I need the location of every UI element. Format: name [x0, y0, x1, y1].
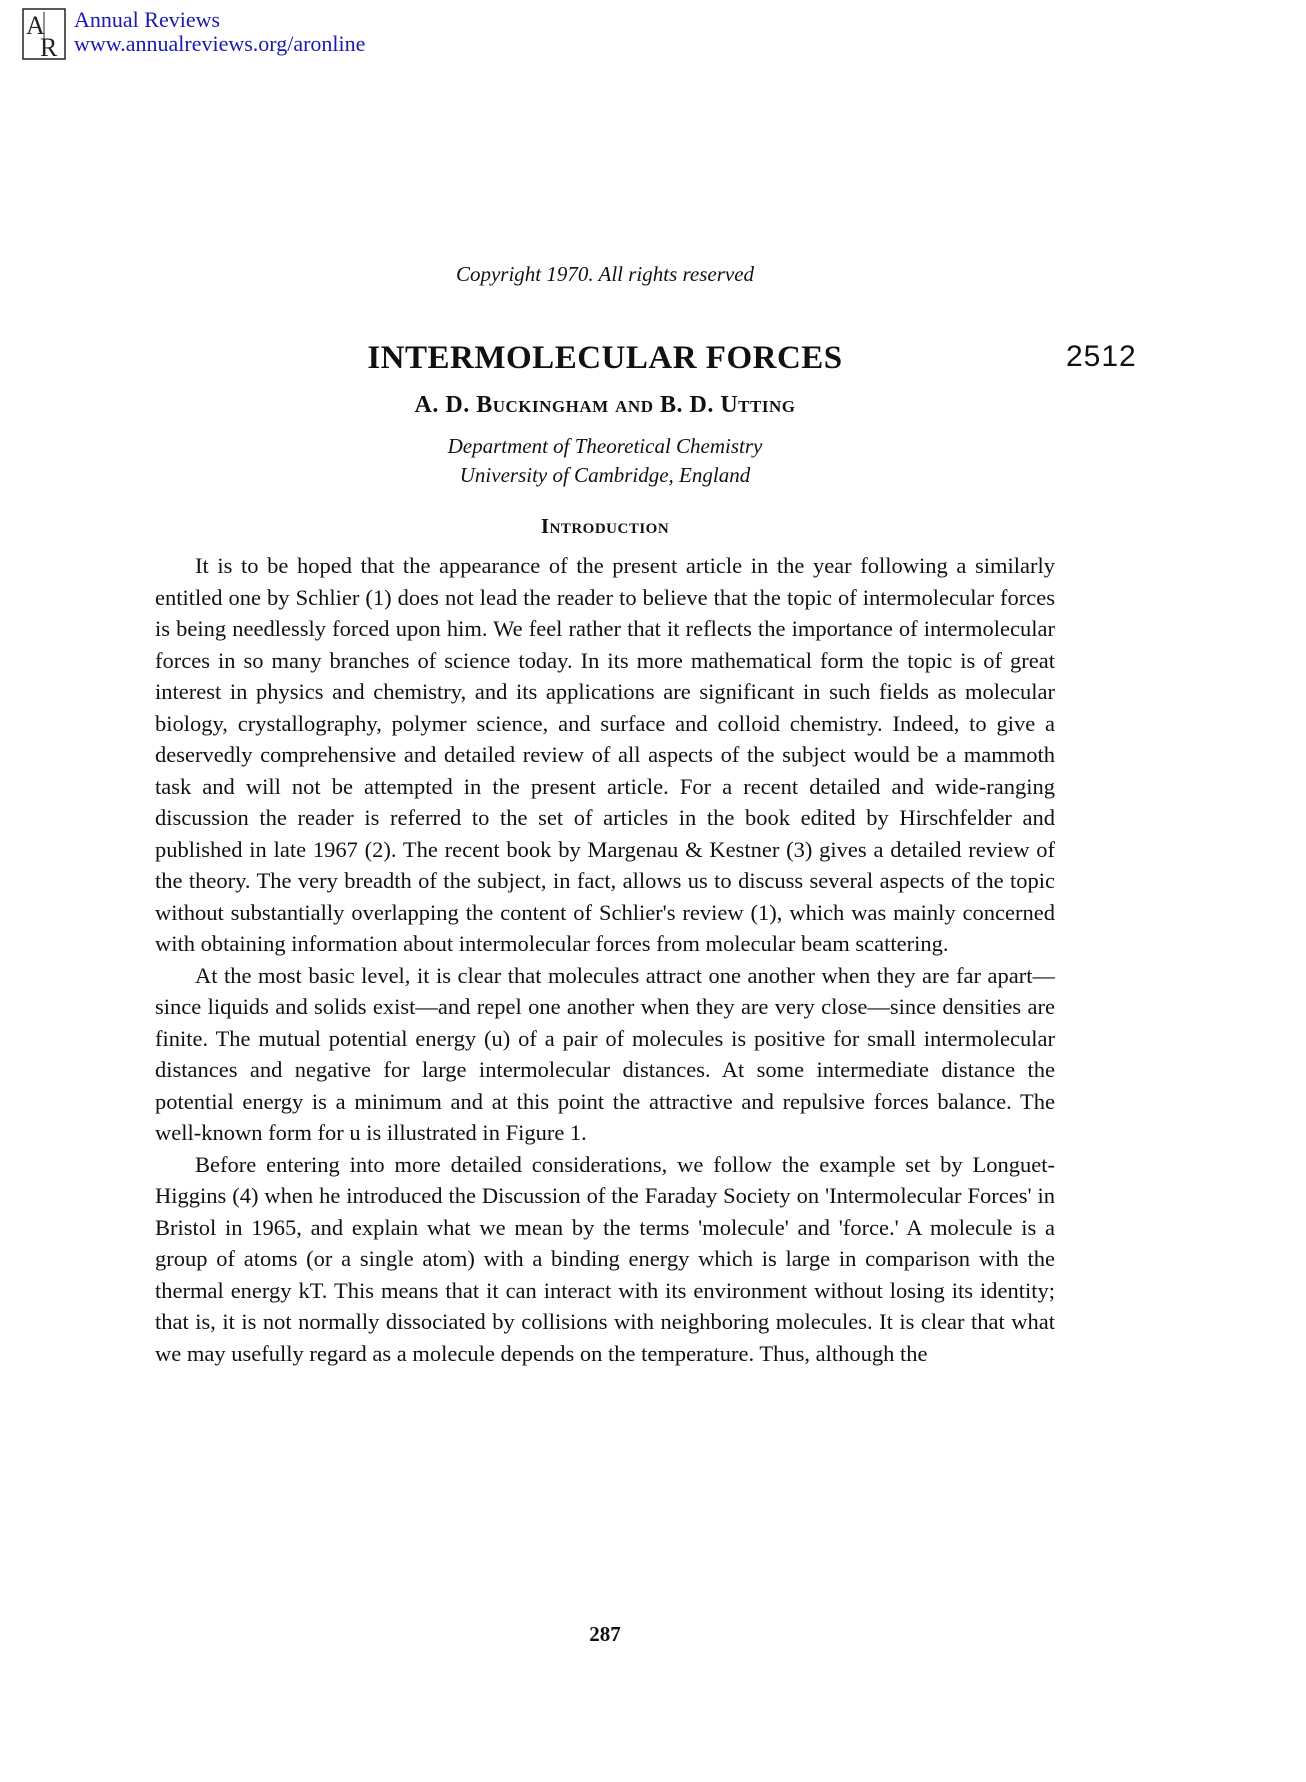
body-text	[155, 550, 1055, 1369]
affiliation	[0, 432, 1210, 490]
copyright-notice: Copyright 1970. All rights reserved	[455, 262, 755, 286]
section-heading: Introduction	[540, 514, 670, 538]
svg-text:R: R	[40, 33, 58, 60]
article-number: 2512	[1066, 340, 1137, 373]
article-title: INTERMOLECULAR FORCES	[367, 340, 843, 376]
publisher-url[interactable]: www.annualreviews.org/aronline	[74, 31, 366, 56]
page-number: 287	[589, 1622, 621, 1646]
authors: A. D. Buckingham and B. D. Utting	[414, 392, 796, 418]
affiliation-line2: University of Cambridge, England	[459, 463, 751, 487]
annual-reviews-logo-icon	[22, 8, 66, 60]
affiliation-line1: Department of Theoretical Chemistry	[447, 434, 763, 458]
annual-reviews-header	[22, 8, 365, 60]
paragraph: At the most basic level, it is clear that molecules attract one another when they are far apart—since liquids and solids exist—and repel one another when they are very close—since densities are finite. The mutual potential energy (u) of a pair of molecules is positive for small intermolecular distances and negative for large intermolecular distances. At some intermediate distance the potential energy is a minimum and at this point the attractive and repulsive forces balance. The well-known form for u is illustrated in Figure 1.	[155, 962, 1055, 1145]
paragraph: It is to be hoped that the appearance of the present article in the year following a similarly entitled one by Schlier (1) does not lead the reader to believe that the topic of intermolecular forces is being needlessly forced upon him. We feel rather that it reflects the importance of intermolecular forces in so many branches of science today. In its more mathematical form the topic is of great interest in physics and chemistry, and its applications are significant in such fields as molecular biology, crystallography, polymer science, and surface and colloid chemistry. Indeed, to give a deservedly comprehensive and detailed review of all aspects of the subject would be a mammoth task and will not be attempted in the present article. For a recent detailed and wide-ranging discussion the reader is referred to the set of articles in the book edited by Hirschfelder and published in late 1967 (2). The recent book by Margenau & Kestner (3) gives a detailed review of the theory. The very breadth of the subject, in fact, allows us to discuss several aspects of the topic without substantially overlapping the content of Schlier's review (1), which was mainly concerned with obtaining information about intermolecular forces from molecular beam scattering.	[155, 553, 1055, 956]
paragraph: Before entering into more detailed considerations, we follow the example set by Longuet-Higgins (4) when he introduced the Discussion of the Faraday Society on 'Intermolecular Forces' in Bristol in 1965, and explain what we mean by the terms 'molecule' and 'force.' A molecule is a group of atoms (or a single atom) with a binding energy which is large in comparison with the thermal energy kT. This means that it can interact with its environment without losing its identity; that is, it is not normally dissociated by collisions with neighboring molecules. It is clear that what we may usefully regard as a molecule depends on the temperature. Thus, although the	[155, 1151, 1055, 1366]
publisher-name: Annual Reviews	[74, 7, 221, 32]
svg-text:A: A	[26, 11, 45, 40]
